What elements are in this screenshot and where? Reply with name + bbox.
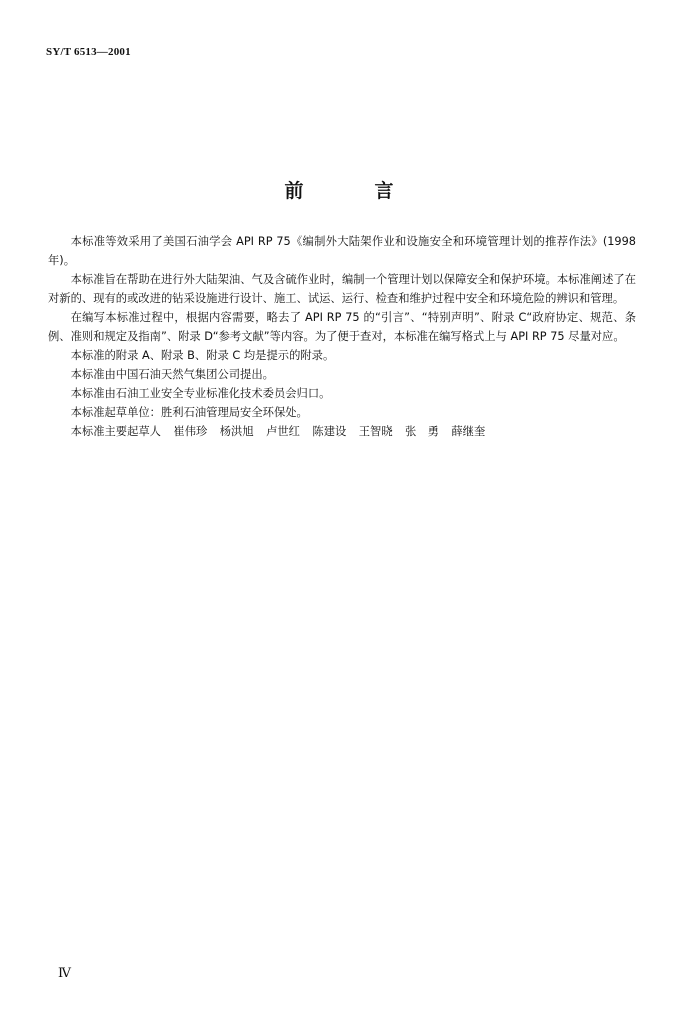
paragraph-drafters [48, 422, 636, 441]
drafter-name: 杨洪旭 [219, 425, 254, 438]
standard-code: SY/T 6513—2001 [46, 46, 131, 58]
drafters-label: 本标准主要起草人 [70, 425, 161, 438]
paragraph-proposer: 本标准由中国石油天然气集团公司提出。 [70, 368, 274, 381]
page-number: Ⅳ [58, 965, 71, 980]
paragraph-drafting-unit: 本标准起草单位：胜利石油管理局安全环保处。 [70, 406, 308, 419]
paragraph-appendices: 本标准的附录 A、附录 B、附录 C 均是提示的附录。 [70, 349, 335, 362]
drafter-name: 薛继奎 [451, 425, 486, 438]
paragraph-omissions: 在编写本标准过程中，根据内容需要，略去了 API RP 75 的“引言”、“特别声明”、附录 C“政府协定、规范、条例、准则和规定及指南”、附录 D“参考文献”等内容。为了便于查对，本标准在编写格式上与 API RP 75 尽量对应。 [48, 311, 636, 343]
drafter-name: 张 勇 [405, 425, 439, 438]
paragraph-committee: 本标准由石油工业安全专业标准化技术委员会归口。 [70, 387, 331, 400]
paragraph-purpose: 本标准旨在帮助在进行外大陆架油、气及含硫作业时，编制一个管理计划以保障安全和保护环境。本标准阐述了在对新的、现有的或改进的钻采设施进行设计、施工、试运、运行、检查和维护过程中安全和环境危险的辨识和管理。 [48, 273, 636, 305]
document-body [48, 232, 636, 441]
paragraph-equivalence: 本标准等效采用了美国石油学会 API RP 75《编制外大陆架作业和设施安全和环境管理计划的推荐作法》(1998 年)。 [48, 235, 636, 267]
drafter-name: 王智晓 [358, 425, 393, 438]
drafter-name: 卢世红 [266, 425, 300, 438]
page-title: 前 言 [284, 180, 420, 202]
drafters-names [161, 425, 485, 438]
drafter-name: 崔伟珍 [173, 425, 208, 438]
drafter-name: 陈建设 [312, 425, 347, 438]
